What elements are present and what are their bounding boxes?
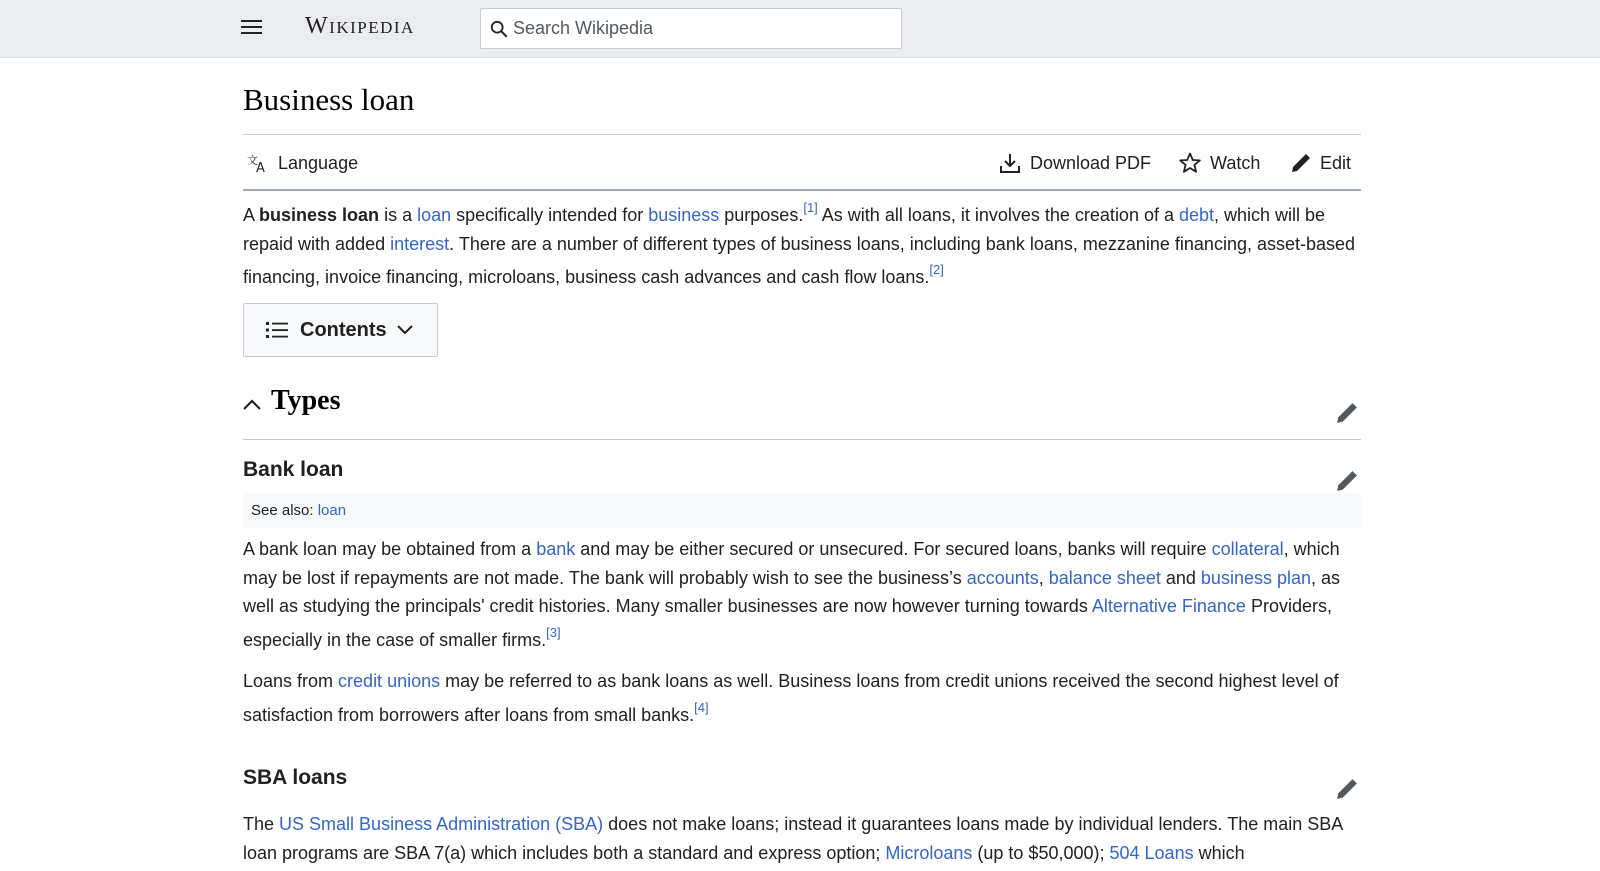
see-also-hatnote: See also: loan [243,493,1361,528]
link-loan[interactable]: loan [417,205,452,225]
intro-paragraph: A business loan is a loan specifically intended for business purposes.[1] As with all loans, it involves the creation of a debt, which will be repaid with added interest. There are a number of different types of business loans, including bank loans, mezzanine financing, asset-based financing, invoice financing, microloans, business cash advances and cash flow loans.[2] [243,200,1356,288]
download-pdf-label: Download PDF [1030,152,1152,173]
link-business-plan[interactable]: business plan [1200,567,1311,588]
download-icon [999,152,1021,174]
edit-section-icon[interactable] [1336,402,1358,424]
see-also-link-loan[interactable]: loan [317,502,347,519]
svg-text:A: A [256,161,265,173]
link-debt[interactable]: debt [1178,205,1215,225]
link-collateral[interactable]: collateral [1211,539,1284,559]
bank-loan-paragraph-1: A bank loan may be obtained from a bank and may be either secured or unsecured. For secured loans, banks will require collateral, which may be lost if repayments are not made. The bank will probably wish to see the business’s accounts, balance sheet and business plan, as well as studying the principals' credit histories. Many smaller businesses are now however turning towards Alternative Finance Providers, especially in the case of smaller firms.[3] [243,539,1341,650]
page-toolbar [243,136,1361,189]
collapse-section-icon[interactable] [243,399,261,410]
link-balance-sheet[interactable]: balance sheet [1048,567,1161,588]
link-business[interactable]: business [648,205,720,225]
star-icon [1179,152,1201,174]
watch-button[interactable] [1179,149,1260,177]
edit-button[interactable] [1291,149,1351,177]
reference-3[interactable]: [3] [546,624,561,640]
link-interest[interactable]: interest [390,233,450,254]
page-title: Business loan [243,82,415,117]
search-icon [490,20,508,38]
section-divider [243,439,1361,440]
link-sba[interactable]: US Small Business Administration (SBA) [279,814,604,834]
link-bank[interactable]: bank [536,539,576,559]
subsection-heading-sba-loans: SBA loans [243,766,348,789]
watch-label: Watch [1210,152,1261,173]
link-credit-unions[interactable]: credit unions [338,671,441,691]
bold-term: business loan [259,205,380,225]
link-alternative-finance[interactable]: Alternative Finance [1091,596,1246,617]
reference-2[interactable]: [2] [929,262,944,278]
subsection-heading-bank-loan: Bank loan [243,458,344,481]
bank-loan-paragraph-2: Loans from credit unions may be referred to as bank loans as well. Business loans from credit unions received the second highest level of satisfaction from borrowers after loans from small banks.[4] [243,671,1339,725]
edit-label: Edit [1320,152,1352,173]
main-menu-button[interactable] [239,17,265,41]
edit-subsection-icon[interactable] [1336,470,1358,492]
search-input[interactable] [513,9,893,48]
search-box[interactable] [480,8,902,49]
contents-toggle-button[interactable] [243,303,438,357]
edit-subsection-icon[interactable] [1336,778,1358,800]
link-accounts[interactable]: accounts [966,567,1039,588]
link-504-loans[interactable]: 504 Loans [1109,842,1194,863]
link-microloans[interactable]: Microloans [885,842,973,863]
pencil-icon [1291,153,1311,173]
download-pdf-button[interactable] [999,149,1151,177]
hamburger-icon [241,20,262,22]
svg-text:文: 文 [247,154,258,167]
list-icon [266,320,288,340]
language-icon [247,153,269,173]
contents-label: Contents [300,318,387,341]
reference-4[interactable]: [4] [694,699,709,715]
header-bar [0,0,1600,58]
chevron-down-icon [397,325,413,335]
language-label: Language [278,152,359,173]
title-divider [243,134,1361,135]
reference-1[interactable]: [1] [803,200,818,215]
wikipedia-logo[interactable]: Wikipedia [305,13,415,39]
sba-loans-paragraph-1: The US Small Business Administration (SBA) does not make loans; instead it guarantees loans made by individual lenders. The main SBA loan programs are SBA 7(a) which includes both a standard and express option; Microloans (up to $50,000); 504 Loans which [243,814,1343,863]
language-button[interactable] [247,149,358,177]
toolbar-divider [243,189,1361,191]
section-heading-types: Types [271,385,341,416]
